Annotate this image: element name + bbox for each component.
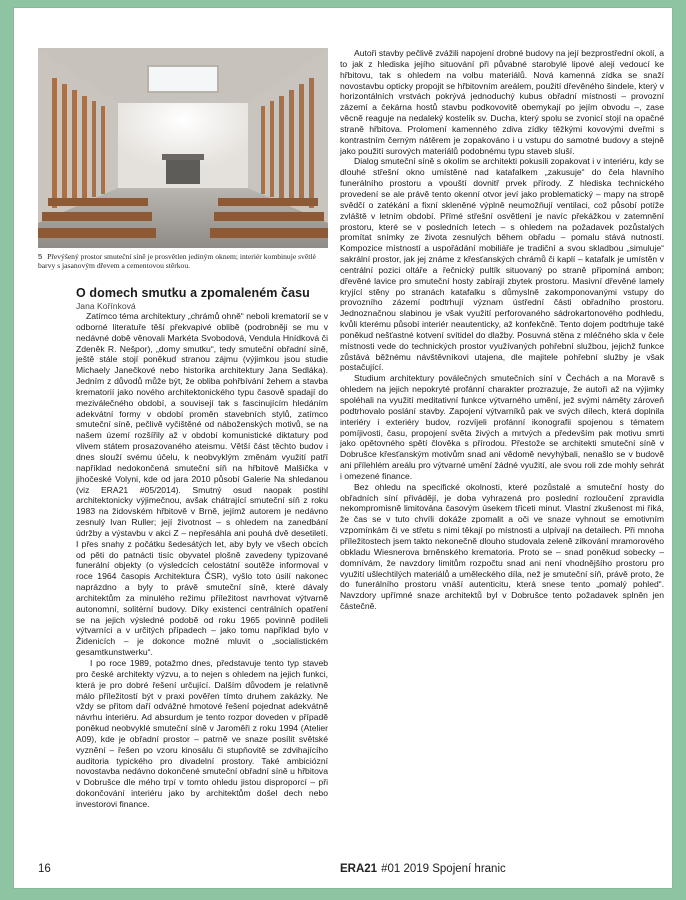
- magazine-footer: [340, 863, 506, 875]
- article-title: O domech smutku a zpomaleném času: [76, 286, 310, 300]
- magazine-name: ERA21: [340, 863, 378, 875]
- paragraph: Autoři stavby pečlivě zvážili napojení drobné budovy na její bezprostřední okolí, a to jak z hlediska jejího situování při půvabné starobylé lipové aleji vedoucí ke hřbitovu, tak s ohledem na volbu materiálů. Nová kamenná zídka se snaží novostavbu opticky propojit se hřbitovním areálem, použití dřevěného šindele, který v horizontálních vrstvách pokrývá jednoduchý kubus obřadní místnosti – provozní zázemí a čekárna hostů stavbu podkovovitě obemykají po jejím obvodu –, zase věcně reaguje na nedaleký kostelík sv. Ducha, který spolu se zvonicí stojí na opačné straně hřbitova. Prolomení kamenného zdiva zídky těžkými kovovými dveřmi s kontrastním černým nátěrem je zopakováno i u vstupu do samotné budovy a stejně jako použití surových materiálů podobnému typu staveb sluší.: [340, 48, 664, 156]
- article-author: Jana Kořínková: [76, 301, 136, 311]
- photo-caption: [38, 252, 328, 270]
- chapel-interior-photo: [38, 48, 328, 248]
- paragraph: I po roce 1989, potažmo dnes, představuje tento typ staveb pro české architekty výzvu, a to nejen s ohledem na jejich funkci, která je pro dobré řešení určující. Dalším důvodem je relativně málo příležitostí být v praxi pověřen tímto druhem zakázky. Ne vždy se přitom daří odvážné hmotové řešení pojednat adekvátně návrhu interiéru. Ad absurdum je tento rozpor doveden v případě poněkud neobvyklé smuteční síně v Jaroměři z roku 1994 (Atelier A09), kde je obřadní prostor – patrně ve snaze posílit světské vyznění – řešen po vzoru kinosálu či stupňovitě se zdvihajícího auditoria typického pro divadelní prostory. Také ambiciózní novostavba nedávno dokončené smuteční obřadní síně u hřbitova v Dobrušce dle mého trpí v tomto ohledu jistou disproporcí – při dokončování interiéru jako by architektům došel dech nebo investorovi finance.: [76, 658, 328, 809]
- caption-number: 5: [38, 252, 43, 261]
- issue-label: #01 2019 Spojení hranic: [381, 863, 506, 875]
- magazine-page: [14, 8, 672, 888]
- chapel-interior-illustration: [38, 48, 328, 248]
- paragraph: Bez ohledu na specifické okolnosti, které pozůstalé a smuteční hosty do obřadních síní přivádějí, je doba vyhrazená pro poslední rozloučení zpravidla nekompromisně limitována časovým úsekem třiceti minut. Vlastní zkušenost mi říká, že čas se v tuto chvíli dokáže zpomalit a oči ve snaze vyhnout se emotivním vzpomínkám či ve střetu s nimi těkají po místnosti a ulpívají na detailech. Při mnoha příležitostech jsem takto nekonečně dlouho studovala zeleně zilkování mramorového obkladu Wiesnerova brněnského krematoria. Proto se – snad poněkud sobecky – domnívám, že navzdory limitům rozpočtu snad ani není vhodnějšího prostoru pro využití ušlechtilých materiálů a uměleckého díla, než je smuteční síň, právě proto, že do funerálního prostoru vnáší autenticitu, která snese tento „pomalý pohled“. Navzdory upřímné snaze architektů byl v Dobrušce tento požadavek splněn jen částečně.: [340, 481, 664, 612]
- right-body-text: [340, 48, 664, 612]
- right-column: [340, 48, 664, 612]
- left-body-text: [76, 311, 328, 810]
- page-number: 16: [38, 863, 51, 875]
- paragraph: Studium architektury poválečných smutečních síní v Čechách a na Moravě s ohledem na jejich nepokryté profánní charakter prozrazuje, že autoři až na výjimky spoléhali na využití meditativní funkce výtvarného umění, jež svými náměty zároveň podtrhovalo poslání stavby. Zapojení výtvarníků pak ve svých dílech, která doplnila interiéry i exteriéry budov, rozvíjeli profánní ikonografii spojenou s tématem pomíjivosti, času, propojení světa živých a mrtvých a především pak motivu smrti jako opětovného spětí člověka s přírodou. Přestože se architekti smuteční síně v Dobrušce křesťanským motivům snad ani vědomě nevyhýbali, nenašlo se v budově ani přílehlém areálu pro výtvarné umění žádné využití, ale svou roli zde mohly sehrát i omezené finance.: [340, 373, 664, 481]
- left-column: [38, 48, 328, 810]
- paragraph: Dialog smuteční síně s okolím se architekti pokusili zopakovat i v interiéru, kdy se dlouhé střešní okno umístěné nad katafalkem „zakusuje“ do čela hlavního funerálního prostoru a vpouští dovnitř prvek přírody. Z hlediska technického provedení se ale právě tento okenní otvor jeví jako problematický – mapy na stropě svědčí o zatékání a fixní skleněné výplně neumožňují ventilaci, což působí potíže zvláště v letním období. Přímé střešní osvětlení je navíc překážkou v zatemnění prostoru, které se v posledních letech – s ohledem na požadavek pozůstalých promítat snímky ze života zesnulých během obřadu – pomalu stává nutností. Kompozice místností a uspořádání mobiliáře je tradiční a svou skladbou „simuluje“ sakrální prostor, jak jej známe z křesťanských chrámů či kaplí – katafalk je umístěn v centrální pozici oltáře a řečnický pultík situovaný po straně připomíná ambon; dřevěné lavice pro smuteční hosty zabírají zbytek prostoru. Masivní dřevěné lamely kryjící stěny po stranách katafalku s důmyslně zakomponovanými vstupy do provozního zázemí podtrhují význam ústřední části obřadního prostoru. Jednoznačnou slabinou je však využití perforovaného sádrokartonového podhledu, kvůli kterému působí interiér neautenticky, až konfekčně. Tento dojem podtrhuje také poněkud nešťastné kotvení svítidel do dlažby. Posuvná stěna z mléčného skla v čele místnosti vede do technických prostor využívaných pohřební službou, jejichž funkce zůstává běžnému návštěvníkovi utajena, dle majitele pohřební služby je však postačující.: [340, 156, 664, 373]
- caption-text: Převýšený prostor smuteční síně je prosvětlen jediným oknem; interiér kombinuje světlé barvy s jasanovým dřevem a cementovou stěrkou.: [38, 252, 316, 270]
- paragraph: Zatímco téma architektury „chrámů ohně“ neboli krematorií se v odborné literatuře těší překvapivé oblibě (podrobněji se mu v nedávné době věnovali Markéta Svobodová, Vendula Hnídková či Zdeněk R. Nešpor), „domy smutku“, tedy smuteční obřadní síně, ještě stále stojí poněkud stranou zájmu (výjimkou jsou studie Michaely Janečkové nebo historika architektury Jana Sedláka). Jedním z důvodů může být, že obliba pohřbívání žehem a stavba krematorií jako nového architektonického typu časově spadají do meziválečného období, a souvisejí tak s fascinujícím hledáním adekvátní formy v období proměn stavebních stylů, zatímco smuteční síně, pečlivě vyčištěné od náboženských motivů, se na našem území rozšířily až v období komunistické diktatury pod vlivem státem prosazovaného ateismu. Větší část těchto budov i dnes slouží svému účelu, k neobvyklým změnám využití patří například nedokončená smuteční síň na hřbitově Malšička v jihočeské Volyni, kde od jara 2010 působí Galerie Na shledanou (viz ERA21 #05/2014). Smutný osud naopak postihl architektonicky výjimečnou, avšak chátrající smuteční síň z roku 1983 na židovském hřbitově v Brně, jejímž autorem je nedávno zesnulý Ivan Ruller; její životnost – s ohledem na zanedbání údržby a výstavbu v akci Z – nepřesáhla ani pouhá dvě desetiletí. I přes snahy z počátku šedesátých let, aby byly ve všech obcích od pěti do patnácti tisíc obyvatel plošně zavedeny typizované funerální objekty (o výsledcích celostátní soutěže informoval v roce 1964 časopis Architektura ČSR), vyšlo toto úsilí nakonec naprázdno a byly to právě smuteční síně, které dávaly architektům za minulého režimu příležitost navrhovat výtvarně autonomní, solitérní budovy. Díky existenci centrálních opatření se na jejich výsledné podobě od roku 1965 povinně podíleli výtvarníci a v určitých případech – jako tomu například bylo v Židenicích – je dokonce možné mluvit o „socialistickém gesamtkunstwerku“.: [76, 311, 328, 658]
